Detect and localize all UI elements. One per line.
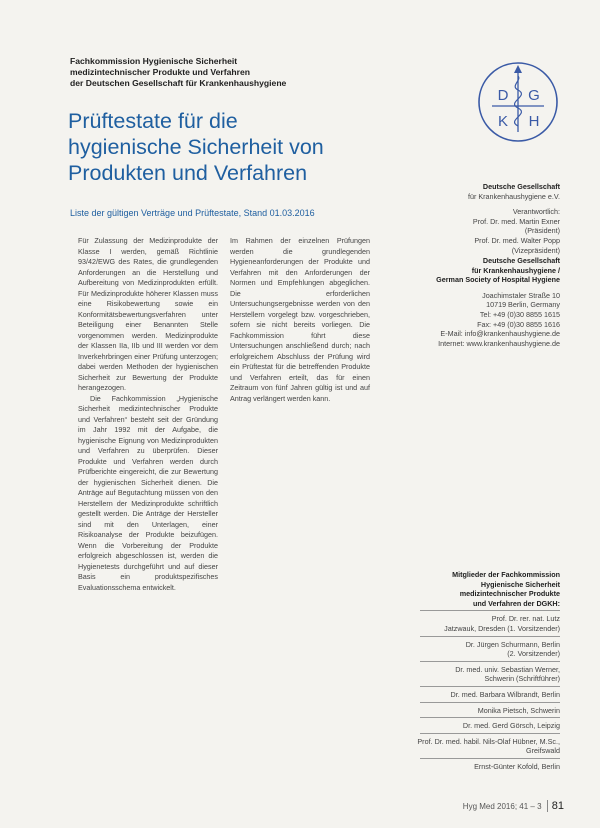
divider <box>420 717 560 718</box>
org-line: der Deutschen Gesellschaft für Krankenhaushygiene <box>70 78 287 88</box>
title-line: hygienische Sicherheit von <box>68 135 324 159</box>
paragraph: Im Rahmen der einzelnen Prüfungen werden die grundlegenden Hygieneanforderungen der Produkte und Verfahren mit den Anforderungen der Normen und Empfehlungen abgeglichen. Die erforderlichen Untersuchungsergebnisse werden von den Herstellern vorgelegt bzw. vorgeschrieben, sofern sie nicht bereits vorliegen. Die Fachkommission führt diese Untersuchungen anschließend durch; nach erfolgreichem Abschluss der Prüfung wird ein Prüftestat für die betreffenden Produkte und Verfahren erteilt, das für einen Zeitraum von fünf Jahren gültig ist und auf Antrag verlängert werden kann. <box>230 236 370 403</box>
society-name: für Krankenhaushygiene e.V. <box>467 191 560 201</box>
members-title: Hygienische Sicherheit <box>480 579 560 589</box>
address-line: Joachimstaler Straße 10 <box>482 290 560 300</box>
member-entry: Ernst-Günter Kofold, Berlin <box>474 761 560 771</box>
board-line: Prof. Dr. med. Walter Popp <box>474 235 560 245</box>
members-title: medizintechnischer Produkte <box>459 589 560 599</box>
dgkh-logo-icon <box>476 60 560 144</box>
journal-citation: Hyg Med 2016; 41 – 3 <box>462 802 542 811</box>
member-entry: Dr. med. Gerd Görsch, Leipzig <box>462 721 560 731</box>
board-line: (Vizepräsident) <box>511 245 560 255</box>
divider <box>420 702 560 703</box>
title-line: Prüftestate für die <box>68 109 238 133</box>
address-title: für Krankenhaushygiene / <box>471 265 560 275</box>
address-line: 10719 Berlin, Germany <box>486 300 560 310</box>
page-footer <box>463 800 564 812</box>
board-label: Verantwortlich: <box>512 207 560 217</box>
society-name: Deutsche Gesellschaft <box>482 182 560 191</box>
address-title: Deutsche Gesellschaft <box>482 256 560 265</box>
members-block <box>360 570 560 772</box>
member-entry: Dr. med. Barbara Wilbrandt, Berlin <box>450 689 560 699</box>
divider <box>420 758 560 759</box>
divider <box>420 661 560 662</box>
divider <box>420 733 560 734</box>
member-entry: Dr. Jürgen Schurmann, Berlin <box>465 639 560 649</box>
member-entry: Prof. Dr. rer. nat. Lutz <box>491 614 560 624</box>
divider <box>420 636 560 637</box>
member-entry: Schwerin (Schriftführer) <box>484 674 560 684</box>
member-entry: (2. Vorsitzender) <box>507 649 560 659</box>
board-line: Prof. Dr. med. Martin Exner <box>472 216 560 226</box>
board-line: (Präsident) <box>524 226 560 236</box>
body-column-1 <box>78 236 218 593</box>
body-column-2 <box>230 236 370 404</box>
fax-line: Fax: +49 (0)30 8855 1616 <box>477 319 560 329</box>
society-block <box>360 182 560 255</box>
logo-letter: K <box>497 113 509 130</box>
address-title: German Society of Hospital Hygiene <box>436 275 560 285</box>
member-entry: Monika Pietsch, Schwerin <box>477 705 560 715</box>
logo-letter: D <box>497 87 509 104</box>
org-line: medizintechnischer Produkte und Verfahren <box>70 67 251 77</box>
logo-letter: H <box>528 113 540 130</box>
commission-header <box>70 56 410 89</box>
members-title: und Verfahren der DGKH: <box>472 598 560 608</box>
org-line: Fachkommission Hygienische Sicherheit <box>70 56 238 66</box>
page-title <box>68 108 408 186</box>
paragraph: Die Fachkommission „Hygienische Sicherheit medizintechnischer Produkte und Verfahren“ besteht seit der Gründung im Jahr 1992 mit der Aufgabe, die hygienische Eignung von Medizinprodukten und Verfahren zu überprüfen. Dieser Produkte und Verfahren werden durch Prüfberichte eingereicht, die zur Bewertung der hygienischen Sicherheit dienen. Die Anträge auf Begutachtung müssen von den Herstellern der Medizinprodukte schriftlich gestellt werden. Die Anträge der Hersteller sind mit den Unterlagen, einer Risikoanalyse der Produkte beizufügen. Wenn die Vorbereitung der Produkte erfolgreich abgeschlossen ist, werden die Hygienetests durchgeführt und auf dieser Basis ein produktspezifisches Evaluationsschema entwickelt. <box>78 393 218 592</box>
title-line: Produkten und Verfahren <box>68 161 308 185</box>
member-entry: Greifswald <box>526 746 560 756</box>
paragraph: Für Zulassung der Medizinprodukte der Klasse I werden, gemäß Richtlinie 93/42/EWG des Rates, die grundlegenden Anforderungen an die Herstellung und Aufbereitung von Medizinprodukten erfüllt. Für Medizinprodukte höherer Klassen muss eine Risikobewertung sowie ein Konformitätsbewertungsverfahren unter Beteiligung einer Benannten Stelle vorgenommen werden. Medizinprodukte der Klassen IIa, IIb und III werden vor dem Inverkehrbringen einer Prüfung unterzogen; dabei werden Methoden der hygienischen Sicherheit zur Bewertung der Produkte herangezogen. <box>78 236 218 392</box>
members-title: Mitglieder der Fachkommission <box>452 570 560 579</box>
page-subtitle: Liste der gültigen Verträge und Prüftestate, Stand 01.03.2016 <box>70 208 315 218</box>
member-entry: Dr. med. univ. Sebastian Werner, <box>455 664 560 674</box>
member-entry: Jatzwauk, Dresden (1. Vorsitzender) <box>444 623 560 633</box>
divider <box>420 610 560 611</box>
logo-letter: G <box>528 87 540 104</box>
page-number: 81 <box>547 800 564 812</box>
address-block <box>360 256 560 348</box>
divider <box>420 686 560 687</box>
logo-graphic <box>476 60 560 144</box>
phone-line: Tel: +49 (0)30 8855 1615 <box>479 309 560 319</box>
member-entry: Prof. Dr. med. habil. Nils-Olaf Hübner, M.Sc., <box>417 736 560 746</box>
email-link[interactable]: E-Mail: info@krankenhaushygiene.de <box>440 329 560 339</box>
website-link[interactable]: Internet: www.krankenhaushygiene.de <box>438 338 560 348</box>
